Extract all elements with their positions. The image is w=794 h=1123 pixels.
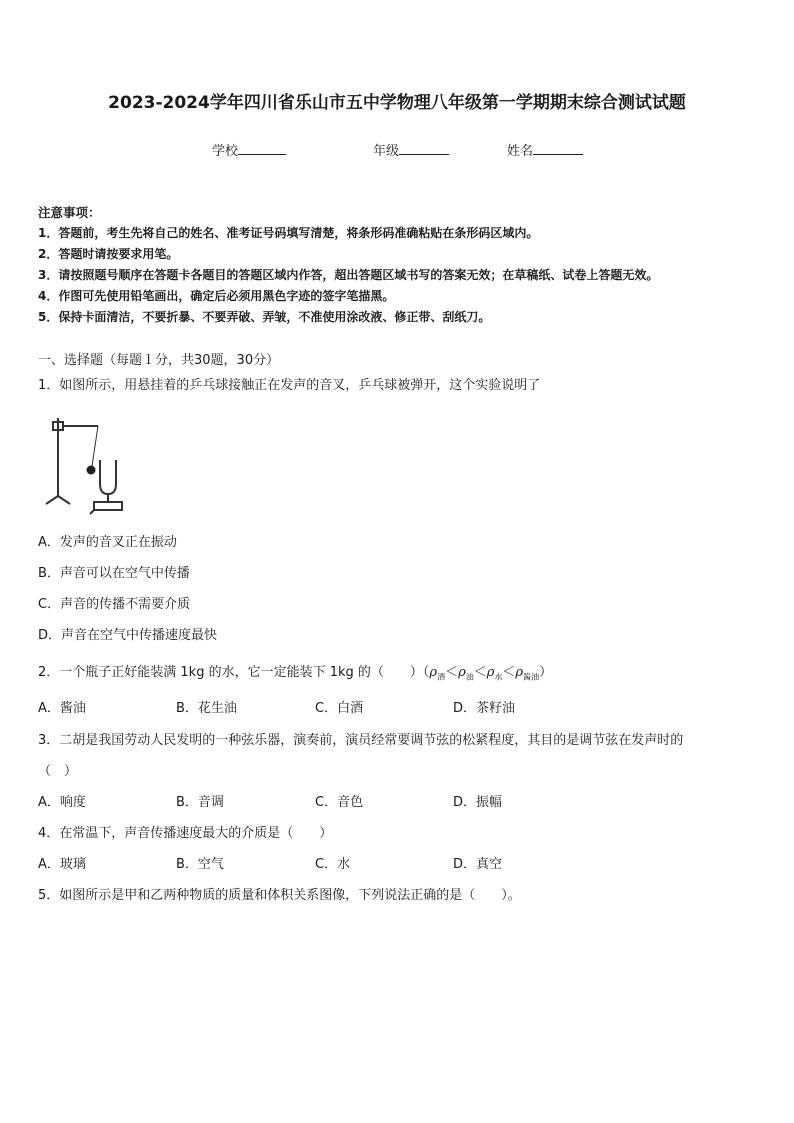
grade-label: 年级 — [373, 144, 400, 159]
question-4-option-c: C．水 — [315, 857, 351, 872]
less-than-sign: ＜ — [473, 665, 487, 680]
less-than-sign: ＜ — [445, 665, 459, 680]
question-3-option-a: A．响度 — [38, 795, 86, 810]
question-1-stem: 1．如图所示，用悬挂着的乒乓球接触正在发声的音叉，乒乓球被弹开，这个实验说明了 — [38, 378, 541, 393]
rho-symbol: ρ — [515, 665, 524, 680]
question-1-option-b: B．声音可以在空气中传播 — [38, 566, 190, 581]
density-subscript: 水 — [494, 672, 503, 682]
question-3-option-d: D．振幅 — [453, 795, 503, 810]
tuning-fork-apparatus-figure — [36, 404, 132, 516]
density-subscript: 酒 — [437, 672, 446, 682]
rho-symbol: ρ — [458, 665, 466, 680]
note-item: 3．请按照题号顺序在答题卡各题目的答题区域内作答，超出答题区域书写的答案无效；在草稿纸、试卷上答题无效。 — [38, 268, 659, 282]
question-2-stem — [38, 661, 552, 683]
rho-symbol: ρ — [429, 665, 438, 680]
density-subscript: 油 — [465, 672, 474, 682]
notes-heading: 注意事项： — [38, 205, 101, 220]
note-item: 1．答题前，考生先将自己的姓名、准考证号码填写清楚，将条形码准确粘贴在条形码区域内。 — [38, 226, 539, 240]
question-5-stem: 5．如图所示是甲和乙两种物质的质量和体积关系图像，下列说法正确的是（ ）。 — [38, 888, 521, 903]
question-2-option-c: C．白酒 — [315, 701, 364, 716]
question-3-stem: 3．二胡是我国劳动人民发明的一种弦乐器，演奏前，演员经常要调节弦的松紧程度，其目的是调节弦在发声时的 — [38, 733, 684, 748]
question-3-stem-continued: （ ） — [38, 764, 78, 779]
name-field — [507, 140, 583, 159]
question-4-option-b: B．空气 — [176, 857, 224, 872]
note-item: 2．答题时请按要求用笔。 — [38, 247, 179, 261]
rho-symbol: ρ — [486, 665, 495, 680]
grade-blank — [399, 140, 449, 155]
name-blank — [533, 140, 583, 155]
question-3-option-b: B．音调 — [176, 795, 224, 810]
note-item: 4．作图可先使用铅笔画出，确定后必须用黑色字迹的签字笔描黑。 — [38, 289, 395, 303]
question-2-option-b: B．花生油 — [176, 701, 237, 716]
note-item: 5．保持卡面清洁，不要折暴、不要弄破、弄皱，不准使用涂改液、修正带、刮纸刀。 — [38, 310, 491, 324]
question-2-option-d: D．茶籽油 — [453, 701, 516, 716]
question-4-option-a: A．玻璃 — [38, 857, 86, 872]
page-title: 2023-2024学年四川省乐山市五中学物理八年级第一学期期末综合测试试题 — [108, 93, 686, 113]
closing-paren: ） — [539, 665, 553, 680]
question-3-option-c: C．音色 — [315, 795, 364, 810]
grade-field — [373, 140, 449, 159]
question-2-option-a: A．酱油 — [38, 701, 86, 716]
question-2-stem-text: 2．一个瓶子正好能装满 1kg 的水，它一定能装下 1kg 的（ ）（ — [38, 665, 430, 680]
density-subscript: 酱油 — [523, 672, 540, 682]
school-blank — [238, 140, 286, 155]
question-1-option-a: A．发声的音叉正在振动 — [38, 535, 177, 550]
less-than-sign: ＜ — [502, 665, 516, 680]
school-label: 学校 — [212, 144, 239, 159]
section-heading: 一、选择题（每题１分，共30题，30分） — [38, 353, 280, 368]
question-4-stem: 4．在常温下，声音传播速度最大的介质是（ ） — [38, 826, 333, 841]
school-field — [212, 140, 286, 159]
question-1-option-d: D．声音在空气中传播速度最快 — [38, 628, 218, 643]
name-label: 姓名 — [507, 144, 534, 159]
question-4-option-d: D．真空 — [453, 857, 503, 872]
question-1-option-c: C．声音的传播不需要介质 — [38, 597, 191, 612]
